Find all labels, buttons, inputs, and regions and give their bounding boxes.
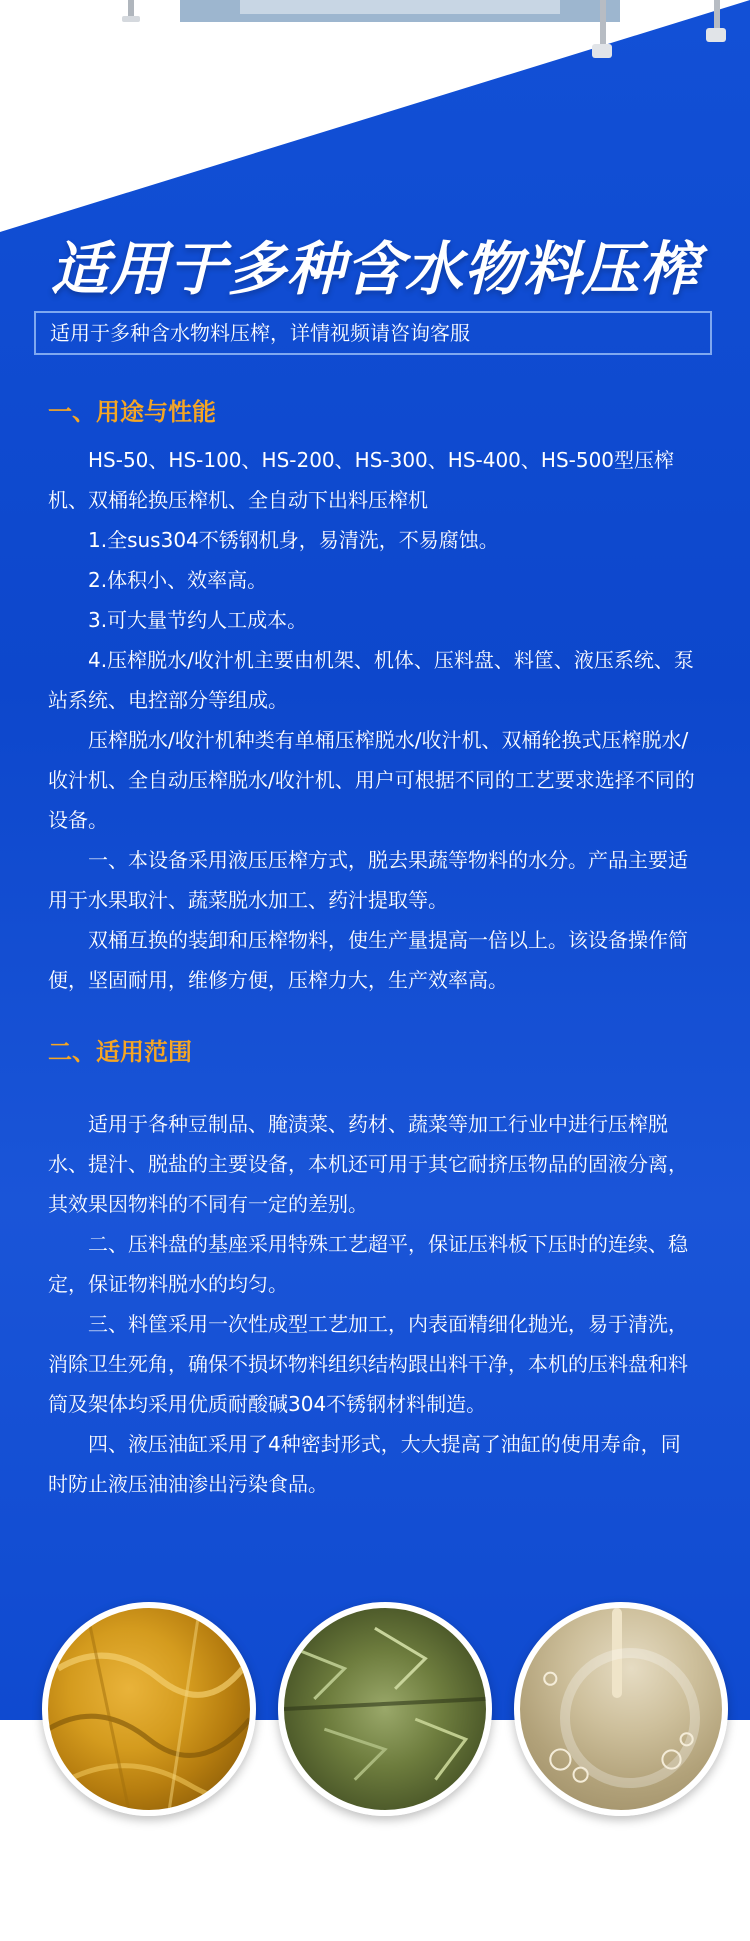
paragraph: 双桶互换的装卸和压榨物料，使生产量提高一倍以上。该设备操作简便，坚固耐用，维修方便，压榨力大，生产效率高。 (48, 928, 688, 992)
paragraph: HS-50、HS-100、HS-200、HS-300、HS-400、HS-500型压榨机、双桶轮换压榨机、全自动下出料压榨机 (48, 448, 675, 512)
page-headline: 适用于多种含水物料压榨 (50, 235, 700, 303)
paragraph: 二、压料盘的基座采用特殊工艺超平，保证压料板下压时的连续、稳定，保证物料脱水的均匀。 (48, 1232, 688, 1296)
paragraph: 2.体积小、效率高。 (88, 568, 268, 592)
subheading-box: 适用于多种含水物料压榨，详情视频请咨询客服 (34, 311, 712, 355)
paragraph: 4.压榨脱水/收汁机主要由机架、机体、压料盘、料筐、液压系统、泵站系统、电控部分等组成。 (48, 648, 694, 712)
press-machine-illustration (0, 0, 750, 80)
material-photos (0, 1602, 750, 1832)
juice-pour-photo (514, 1602, 728, 1816)
paragraph: 三、料筐采用一次性成型工艺加工，内表面精细化抛光，易于清洗，消除卫生死角，确保不损坏物料组织结构跟出料干净，本机的压料盘和料筒及架体均采用优质耐酸碱304不锈钢材料制造。 (48, 1312, 688, 1416)
paragraph: 一、本设备采用液压压榨方式，脱去果蔬等物料的水分。产品主要适用于水果取汁、蔬菜脱水加工、药汁提取等。 (48, 848, 688, 912)
content-block (48, 392, 700, 1504)
section-title-usage: 一、用途与性能 (48, 398, 216, 426)
paragraph: 适用于各种豆制品、腌渍菜、药材、蔬菜等加工行业中进行压榨脱水、提汁、脱盐的主要设备，本机还可用于其它耐挤压物品的固液分离，其效果因物料的不同有一定的差别。 (48, 1112, 688, 1216)
section-title-scope: 二、适用范围 (48, 1038, 192, 1066)
vegetable-pulp-photo (278, 1602, 492, 1816)
paragraph: 四、液压油缸采用了4种密封形式，大大提高了油缸的使用寿命，同时防止液压油油渗出污染食品。 (48, 1432, 681, 1496)
paragraph: 3.可大量节约人工成本。 (88, 608, 308, 632)
paragraph: 1.全sus304不锈钢机身，易清洗，不易腐蚀。 (88, 528, 499, 552)
paragraph: 压榨脱水/收汁机种类有单桶压榨脱水/收汁机、双桶轮换式压榨脱水/收汁机、全自动压榨脱水/收汁机、用户可根据不同的工艺要求选择不同的设备。 (48, 728, 695, 832)
soybean-cloth-photo (42, 1602, 256, 1816)
